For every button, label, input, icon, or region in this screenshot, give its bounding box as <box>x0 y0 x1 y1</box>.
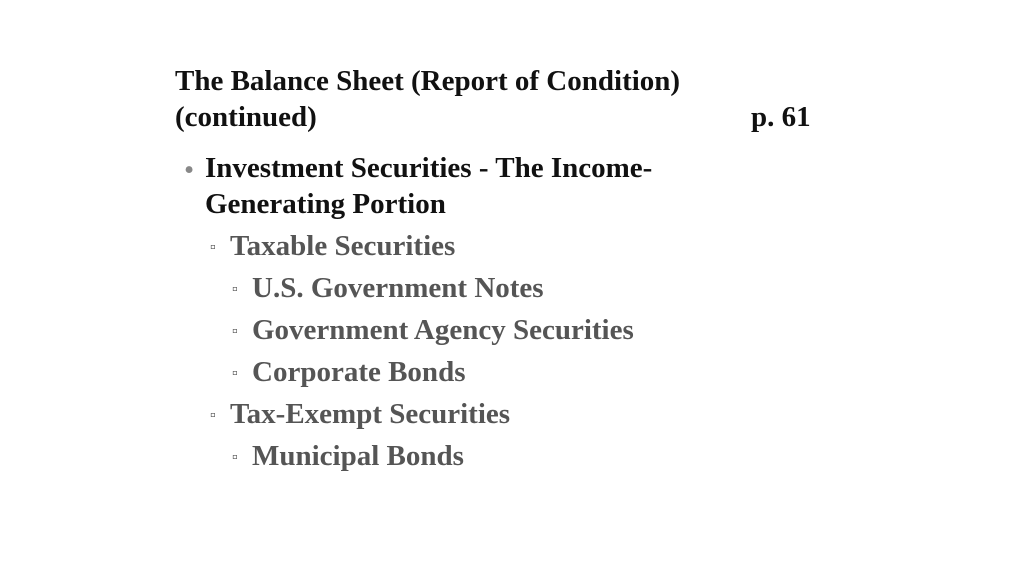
square-bullet-icon: ▫ <box>232 323 238 340</box>
title-continued: (continued) <box>175 101 317 133</box>
page-reference: p. 61 <box>751 101 811 133</box>
square-bullet-icon: ▫ <box>232 281 238 298</box>
list-item-investment-securities-line2: Generating Portion <box>205 188 446 220</box>
list-item-taxable-securities: Taxable Securities <box>230 230 456 262</box>
list-item-us-government-notes: U.S. Government Notes <box>252 272 544 304</box>
list-item-corporate-bonds: Corporate Bonds <box>252 356 466 388</box>
square-bullet-icon: ▫ <box>232 365 238 382</box>
bullet-dot-icon: • <box>184 154 195 186</box>
list-item-tax-exempt-securities: Tax-Exempt Securities <box>230 398 511 430</box>
list-item-municipal-bonds: Municipal Bonds <box>252 440 464 472</box>
list-item-investment-securities-line1: Investment Securities - The Income- <box>205 152 653 184</box>
square-bullet-icon: ▫ <box>210 239 216 256</box>
title-line-1: The Balance Sheet (Report of Condition) <box>175 65 681 97</box>
square-bullet-icon: ▫ <box>210 407 216 424</box>
square-bullet-icon: ▫ <box>232 449 238 466</box>
list-item-government-agency-securities: Government Agency Securities <box>252 314 634 346</box>
